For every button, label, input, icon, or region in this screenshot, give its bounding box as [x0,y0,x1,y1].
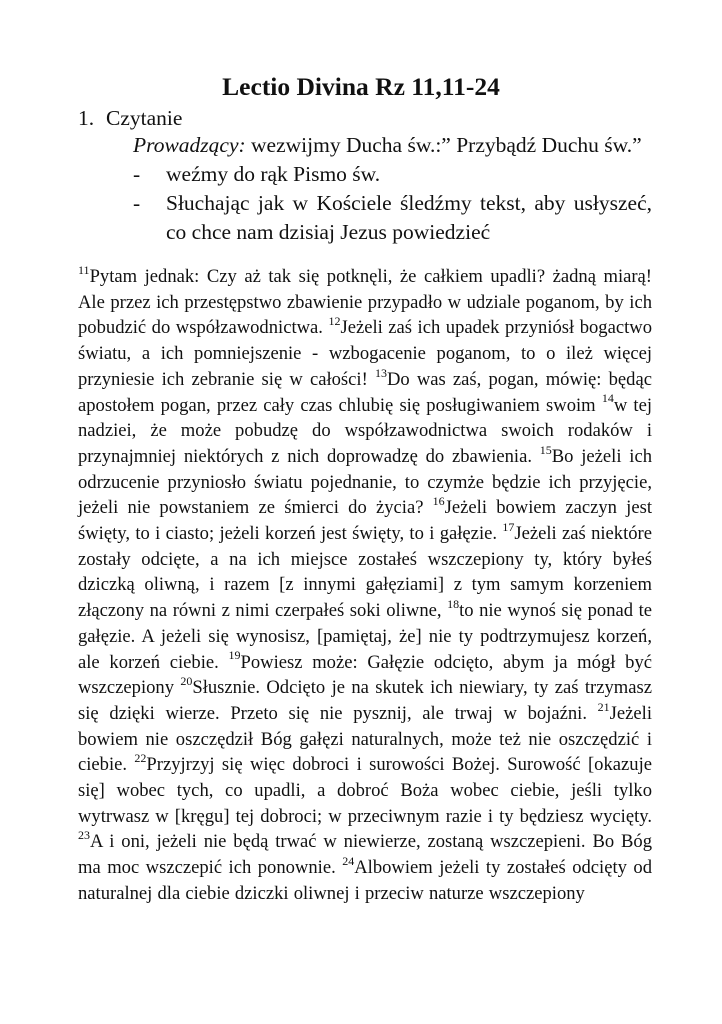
verse-text: Jeżeli zaś niektóre zostały odcięte, a na ich miejsce zostałeś wszczepiony ty, który byłeś dziczką oliwną, i razem [z innymi gałęziami] z tym samym korzeniem złączony na równi z nimi czerpałeś soki oliwne, [78,523,652,622]
instruction-item [133,160,652,189]
page-title: Lectio Divina Rz 11,11-24 [222,72,500,101]
verse-text: Do was zaś, pogan, mówię: będąc apostołem pogan, przez cały czas chlubię się posługiwaniem swoim [78,368,652,416]
verse-text: Przyjrzyj się więc dobroci i surowości Bożej. Surowość [okazuje się] wobec tych, co upadli, a dobroć Boża wobec ciebie, jeśli tylko wytrwasz w [kręgu] tej dobroci; w przeciwnym razie i ty będziesz wycięty. [78,754,652,827]
scripture-passage [78,264,652,907]
section-number: 1. [78,106,95,130]
verse-number: 20 [180,674,193,689]
verse-number: 11 [78,262,90,277]
verse-number: 19 [228,648,241,663]
verse-text: Jeżeli bowiem nie oszczędził Bóg gałęzi naturalnych, może też nie oszczędzić i ciebie. [78,702,652,776]
verse-text: Powiesz może: Gałęzie odcięto, abym ja mógł być wszczepiony [78,651,652,699]
leader-label: Prowadzący: [133,133,246,157]
verse-number: 14 [601,391,614,406]
section-label: Czytanie [106,106,183,130]
instruction-text: Słuchając jak w Kościele śledźmy tekst, aby usłyszeć, co chce nam dzisiaj Jezus powiedzieć [166,191,652,244]
leader-instruction [133,131,652,160]
verse-number: 15 [539,442,552,457]
verse-text: Jeżeli bowiem zaczyn jest święty, to i ciasto; jeżeli korzeń jest święty, to i gałęzie. [78,497,652,545]
verse-text: Słusznie. Odcięto je na skutek ich niewiary, ty zaś trzymasz się dzięki wierze. Przeto się nie pysznij, ale trwaj w bojaźni. [78,677,652,724]
verse-number: 21 [597,699,610,714]
bullet-dash: - [133,162,141,186]
verse-text: w tej nadziei, że może pobudzę do współzawodnictwa swoich rodaków i przynajmniej niektórych z nich doprowadzę do zbawienia. [78,394,652,467]
leader-text: wezwijmy Ducha św.:” Przybądź Duchu św.” [245,133,642,157]
verse-text: Albowiem jeżeli ty zostałeś odcięty od naturalnej dla ciebie dziczki oliwnej i przeciw naturze wszczepiony [78,857,653,904]
bullet-dash: - [133,191,141,215]
verse-number: 18 [447,596,460,611]
verse-number: 23 [78,828,90,843]
verse-text: Jeżeli zaś ich upadek przyniósł bogactwo światu, a ich pomniejszenie - wzbogacenie poganom, to o ileż więcej przyniesie ich zebranie się w całości! [78,317,652,390]
verse-text: to nie wynoś się ponad te gałęzie. A jeżeli się wynosisz, [pamiętaj, że] nie ty podtrzymujesz korzeń, ale korzeń ciebie. [78,600,652,673]
verse-number: 13 [374,365,387,380]
instruction-item [133,189,652,247]
verse-number: 16 [432,494,445,509]
verse-text: Bo jeżeli ich odrzucenie przyniosło światu pojednanie, to czymże będzie ich przyjęcie, jeżeli nie powstaniem ze śmierci do życia? [78,445,653,519]
section-heading [78,106,182,131]
verse-number: 24 [342,853,355,868]
verse-number: 22 [134,751,147,766]
instruction-list [133,160,652,247]
verse-text: Pytam jednak: Czy aż tak się potknęli, że całkiem upadli? żadną miarą! Ale przez ich przestępstwo zbawienie przypadło w udziale poganom, by ich pobudzić do współzawodnictwa. [78,266,652,339]
verse-number: 17 [502,519,515,534]
reading-instructions [133,131,652,247]
verse-number: 12 [328,314,341,329]
instruction-text: weźmy do rąk Pismo św. [166,162,381,186]
verse-text: A i oni, jeżeli nie będą trwać w niewierze, zostaną wszczepieni. Bo Bóg ma moc wszczepić ich ponownie. [78,831,652,879]
